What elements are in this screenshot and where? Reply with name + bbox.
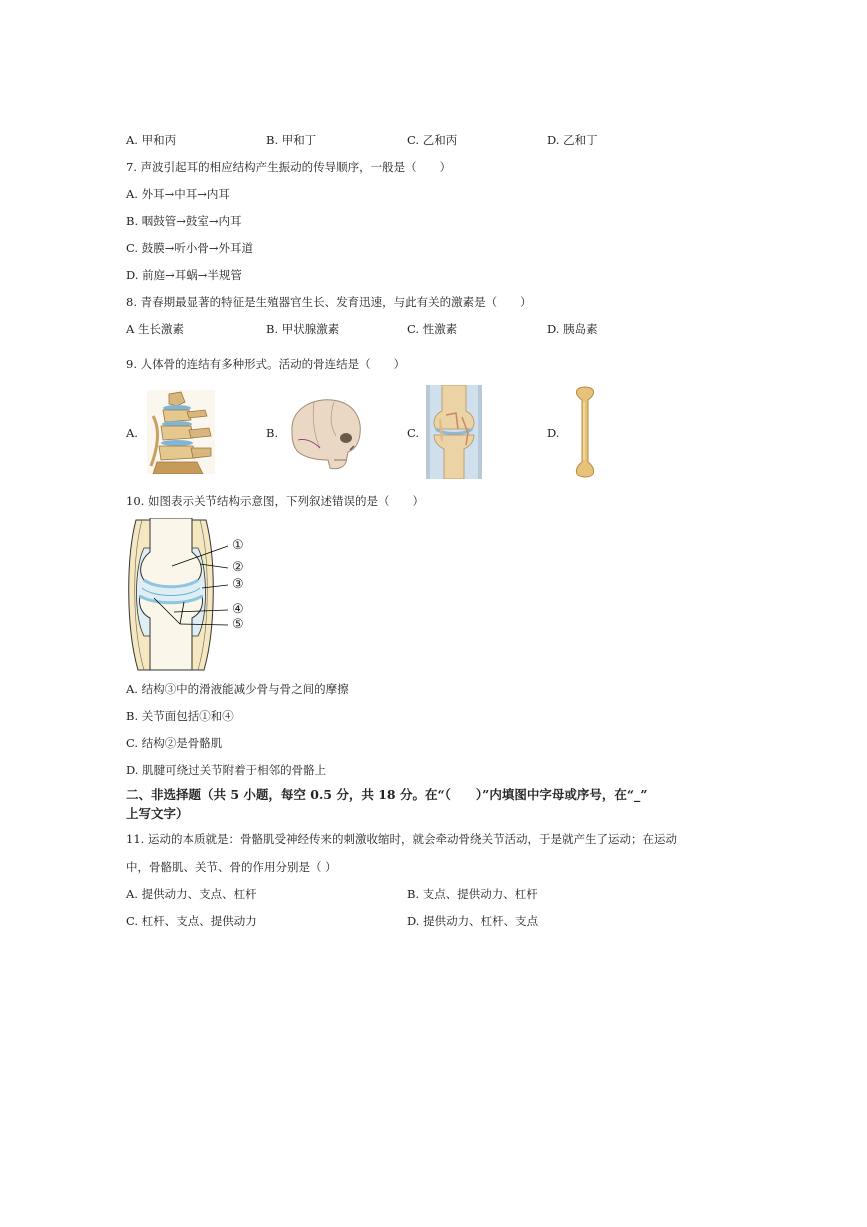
q10-option-b: B. 关节面包括①和④ (126, 709, 234, 723)
q11-option-d: D. 提供动力、杠杆、支点 (407, 914, 539, 928)
q10-option-d: D. 肌腱可绕过关节附着于相邻的骨骼上 (126, 763, 327, 777)
q7-option-d: D. 前庭→耳蜗→半规管 (126, 268, 242, 282)
q11-option-c: C. 杠杆、支点、提供动力 (126, 914, 257, 928)
q9-label-b: B. (266, 426, 279, 440)
diagram-marker-4: ④ (232, 602, 244, 617)
q10-option-a: A. 结构③中的滑液能减少骨与骨之间的摩擦 (126, 682, 349, 696)
q8-option-c: C. 性激素 (407, 322, 458, 336)
q8-option-a: A 生长激素 (126, 322, 184, 336)
diagram-marker-5: ⑤ (232, 617, 244, 632)
q9-label-d: D. (547, 426, 560, 440)
q6-option-d: D. 乙和丁 (547, 133, 598, 147)
q7-option-a: A. 外耳→中耳→内耳 (126, 187, 230, 201)
long-bone-icon (572, 386, 598, 478)
spine-icon (147, 390, 215, 474)
skull-icon (284, 396, 364, 472)
q9-label-c: C. (407, 426, 420, 440)
knee-joint-icon (426, 385, 482, 479)
q6-option-b: B. 甲和丁 (266, 133, 317, 147)
q8-option-d: D. 胰岛素 (547, 322, 598, 336)
q11-option-a: A. 提供动力、支点、杠杆 (126, 887, 257, 901)
q9-label-a: A. (126, 426, 138, 440)
q7-stem: 7. 声波引起耳的相应结构产生振动的传导顺序，一般是（ ） (126, 160, 452, 174)
q9-stem: 9. 人体骨的连结有多种形式。活动的骨连结是（ ） (126, 357, 406, 371)
q8-stem: 8. 青春期最显著的特征是生殖器官生长、发育迅速，与此有关的激素是（ ） (126, 295, 532, 309)
q8-option-b: B. 甲状腺激素 (266, 322, 340, 336)
q11-stem-line1: 11. 运动的本质就是：骨骼肌受神经传来的刺激收缩时，就会牵动骨绕关节活动，于是就产生了运动；在运动 (126, 832, 677, 846)
q6-option-c: C. 乙和丙 (407, 133, 458, 147)
q7-option-b: B. 咽鼓管→鼓室→内耳 (126, 214, 242, 228)
q11-stem-line2: 中，骨骼肌、关节、骨的作用分别是（ ） (126, 860, 337, 874)
q7-option-c: C. 鼓膜→听小骨→外耳道 (126, 241, 253, 255)
section-heading-line1: 二、非选择题（共 5 小题，每空 0.5 分，共 18 分。在“（ ）”内填图中字母或序号，在“_” (126, 787, 648, 802)
q10-option-c: C. 结构②是骨骼肌 (126, 736, 223, 750)
diagram-marker-2: ② (232, 560, 244, 575)
q6-option-a: A. 甲和丙 (126, 133, 177, 147)
diagram-marker-1: ① (232, 538, 244, 553)
q10-stem: 10. 如图表示关节结构示意图，下列叙述错误的是（ ） (126, 494, 424, 508)
q11-option-b: B. 支点、提供动力、杠杆 (407, 887, 538, 901)
diagram-marker-3: ③ (232, 577, 244, 592)
section-heading-line2: 上写文字） (126, 806, 189, 821)
